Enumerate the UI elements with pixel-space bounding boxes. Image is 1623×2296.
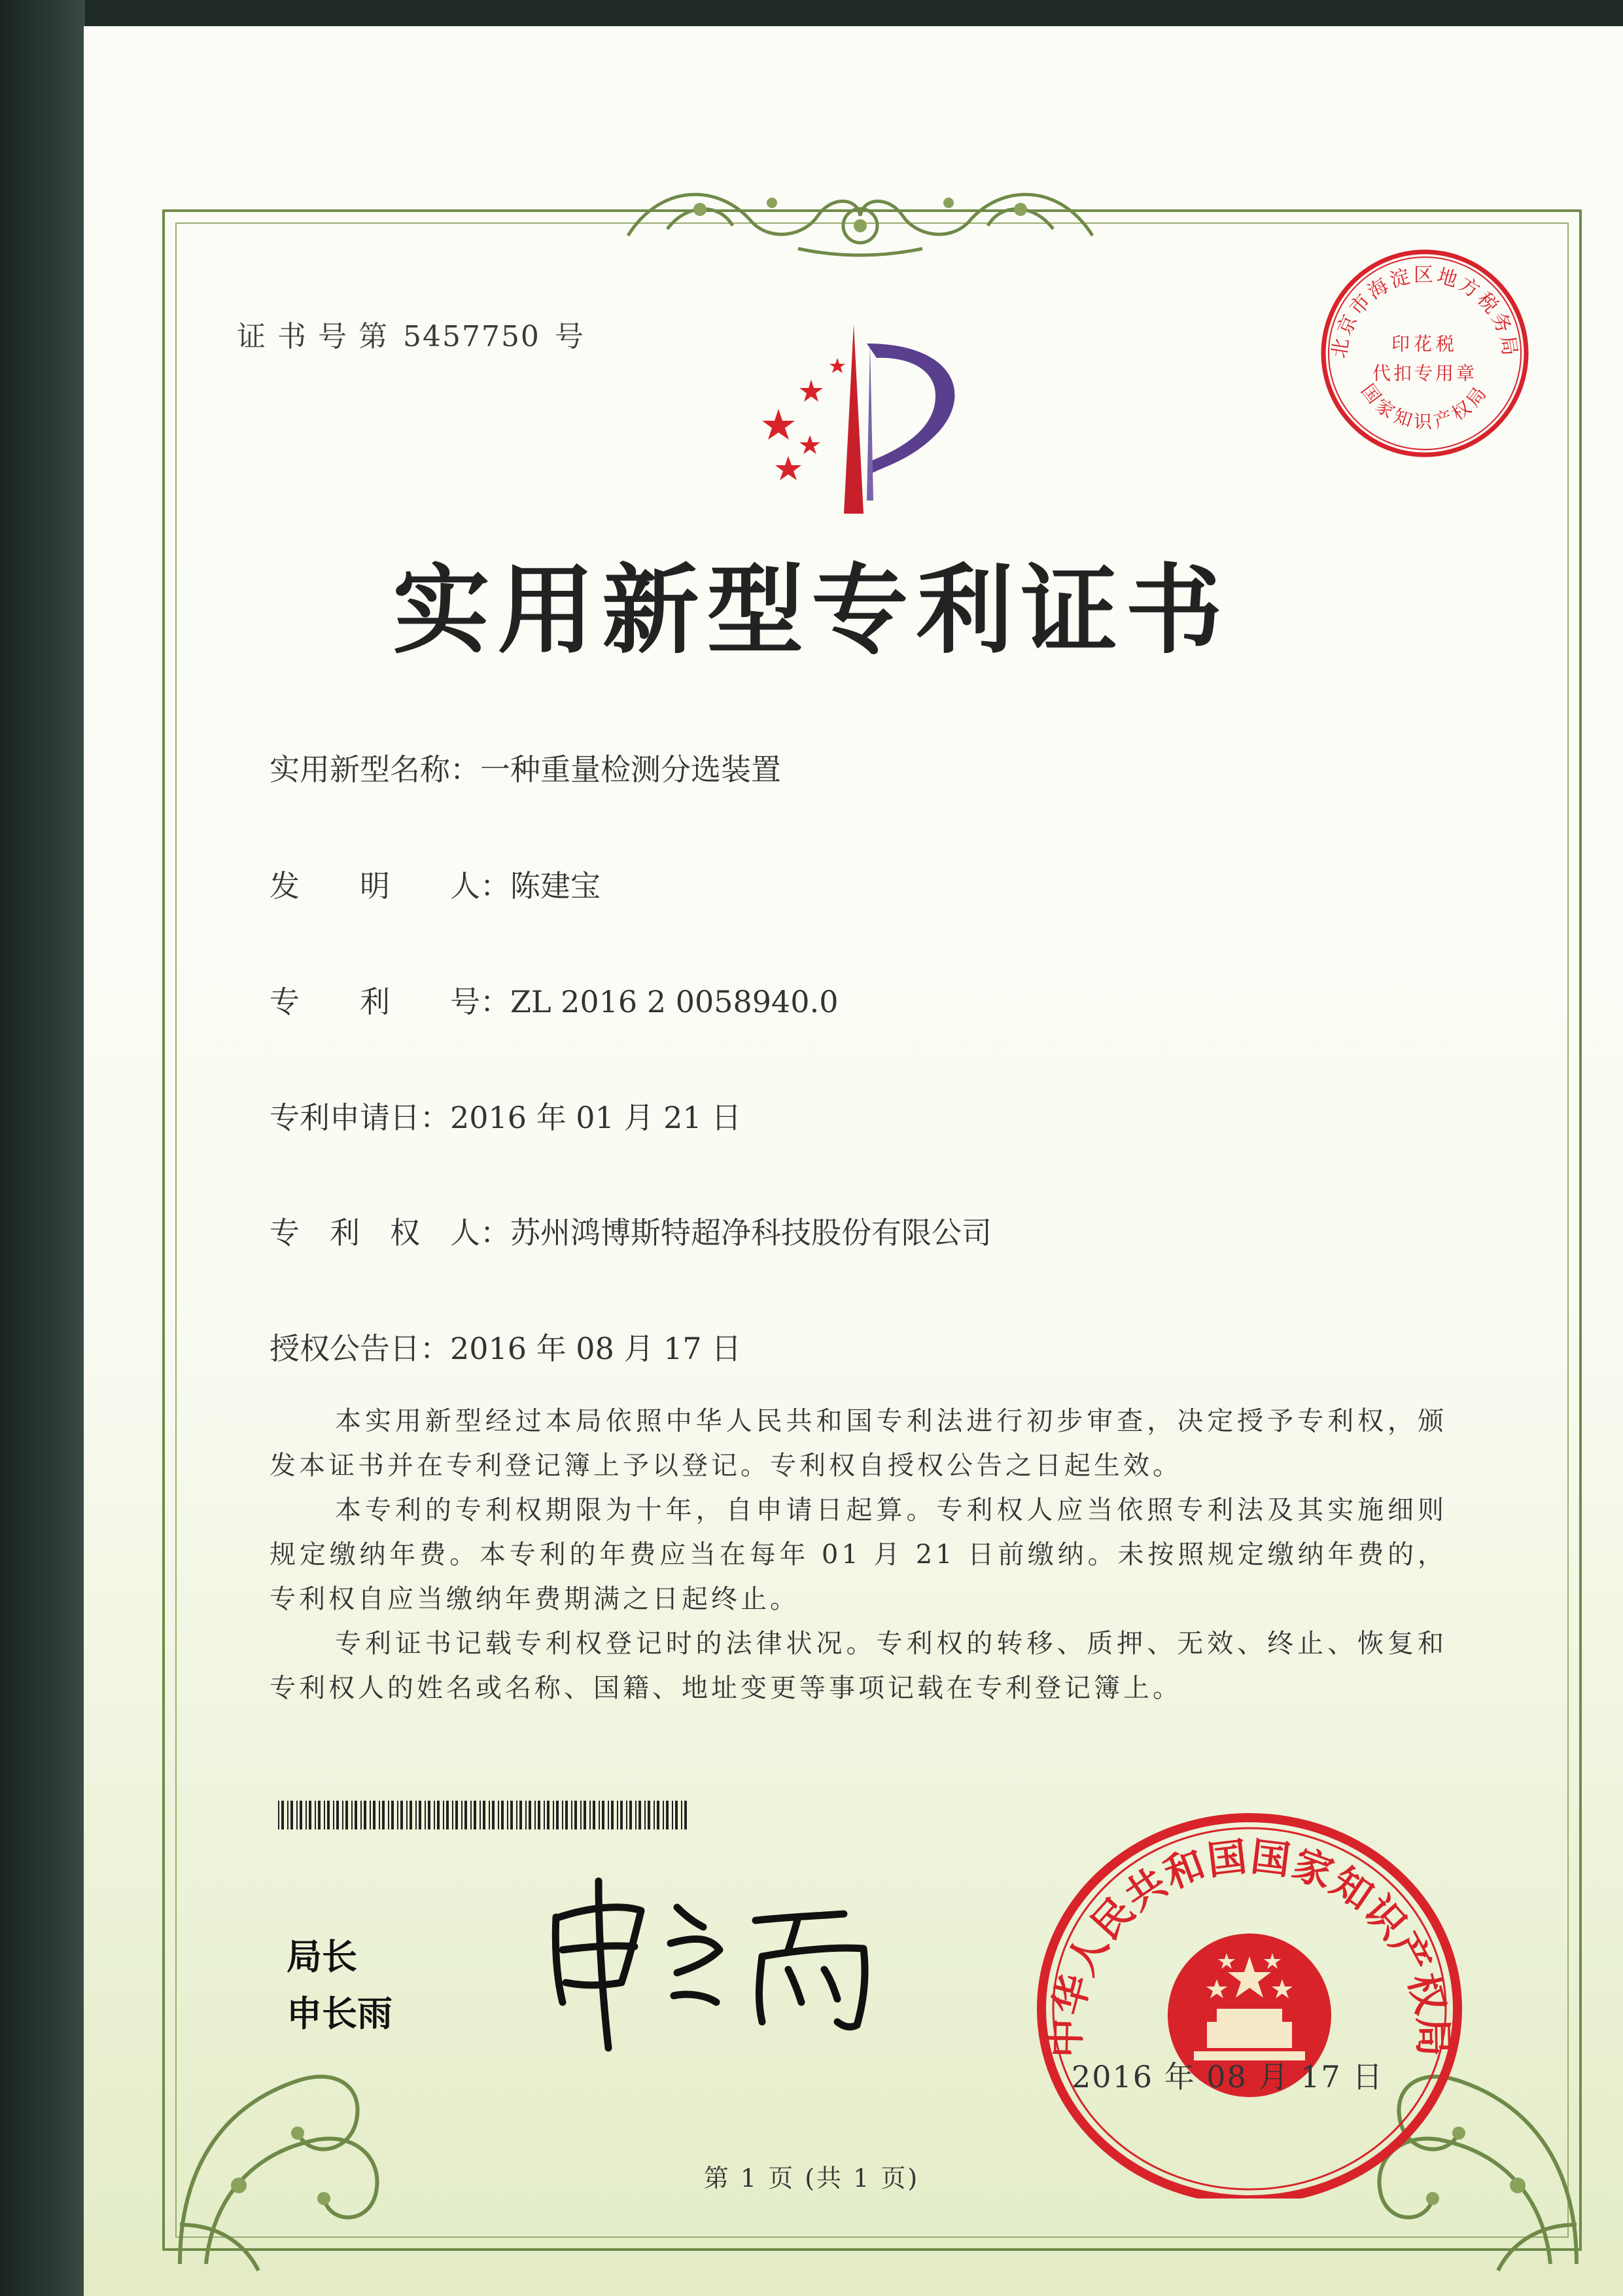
signatory-name: 申长雨 <box>287 1993 393 2034</box>
field-grant-date <box>270 1325 741 1368</box>
certificate-number-prefix: 证 书 号 第 <box>237 320 389 353</box>
top-ornament <box>602 164 1119 262</box>
field-label: 授权公告日： <box>270 1331 450 1366</box>
field-value: ZL 2016 2 0058940.0 <box>510 984 839 1019</box>
field-application-date <box>270 1094 741 1137</box>
seal-date: 2016 年 08 月 17 日 <box>1072 2059 1384 2094</box>
body-paragraph: 本专利的专利权期限为十年，自申请日起算。专利权人应当依照专利法及其实施细则规定缴纳年费。本专利的年费应当在每年 01 月 21 日前缴纳。未按照规定缴纳年费的，专利权自应当缴纳年费期满之日起终止。 <box>270 1495 1447 1614</box>
field-value: 苏州鸿博斯特超净科技股份有限公司 <box>510 1215 992 1250</box>
field-patentee <box>270 1209 992 1252</box>
body-paragraph: 本实用新型经过本局依照中华人民共和国专利法进行初步审查，决定授予专利权，颁发本证书并在专利登记簿上予以登记。专利权自授权公告之日起生效。 <box>270 1406 1447 1481</box>
binder-edge <box>0 0 85 2296</box>
field-value: 陈建宝 <box>510 868 601 904</box>
cnipa-seal <box>1030 1793 1469 2199</box>
field-utility-model-name <box>270 746 781 789</box>
certificate-title: 实用新型专利证书 <box>393 554 1230 667</box>
field-label: 专 利 号： <box>270 984 510 1019</box>
certificate-body <box>270 1399 1447 1710</box>
tax-seal-outer-text: 北京市海淀区地方税务局 <box>1328 264 1522 360</box>
director-signature <box>536 1871 903 2055</box>
certificate-number <box>237 313 585 355</box>
field-patent-number <box>270 978 838 1021</box>
page-number: 第 1 页 (共 1 页) <box>703 2164 920 2193</box>
tax-seal-inner-text-2: 代扣专用章 <box>1372 362 1478 384</box>
tax-seal-inner-text-1: 印花税 <box>1391 333 1459 355</box>
field-value: 2016 年 01 月 21 日 <box>450 1100 742 1135</box>
patent-office-logo <box>739 317 988 514</box>
svg-text:国家知识产权局 <box>1357 380 1493 433</box>
field-label: 实用新型名称： <box>270 752 480 787</box>
field-label: 专利申请日： <box>270 1100 450 1135</box>
field-inventor <box>270 862 601 906</box>
signatory-title: 局长 <box>287 1936 357 1977</box>
field-value: 2016 年 08 月 17 日 <box>450 1331 742 1366</box>
tax-seal-bottom-text: 国家知识产权局 <box>1357 380 1493 433</box>
cnipa-seal-text: 中华人民共和国国家知识产权局 <box>1043 1833 1456 2058</box>
bottom-left-ornament <box>167 2028 402 2277</box>
field-label: 发 明 人： <box>270 868 510 904</box>
barcode <box>278 1801 690 1829</box>
certificate-number-value: 5457750 <box>402 320 540 353</box>
field-value: 一种重量检测分选装置 <box>480 752 781 787</box>
certificate-number-suffix: 号 <box>554 320 585 353</box>
field-label: 专 利 权 人： <box>270 1215 510 1250</box>
body-paragraph: 专利证书记载专利权登记时的法律状况。专利权的转移、质押、无效、终止、恢复和专利权人的姓名或名称、国籍、地址变更等事项记载在专利登记簿上。 <box>270 1629 1447 1703</box>
tax-seal <box>1314 242 1536 465</box>
